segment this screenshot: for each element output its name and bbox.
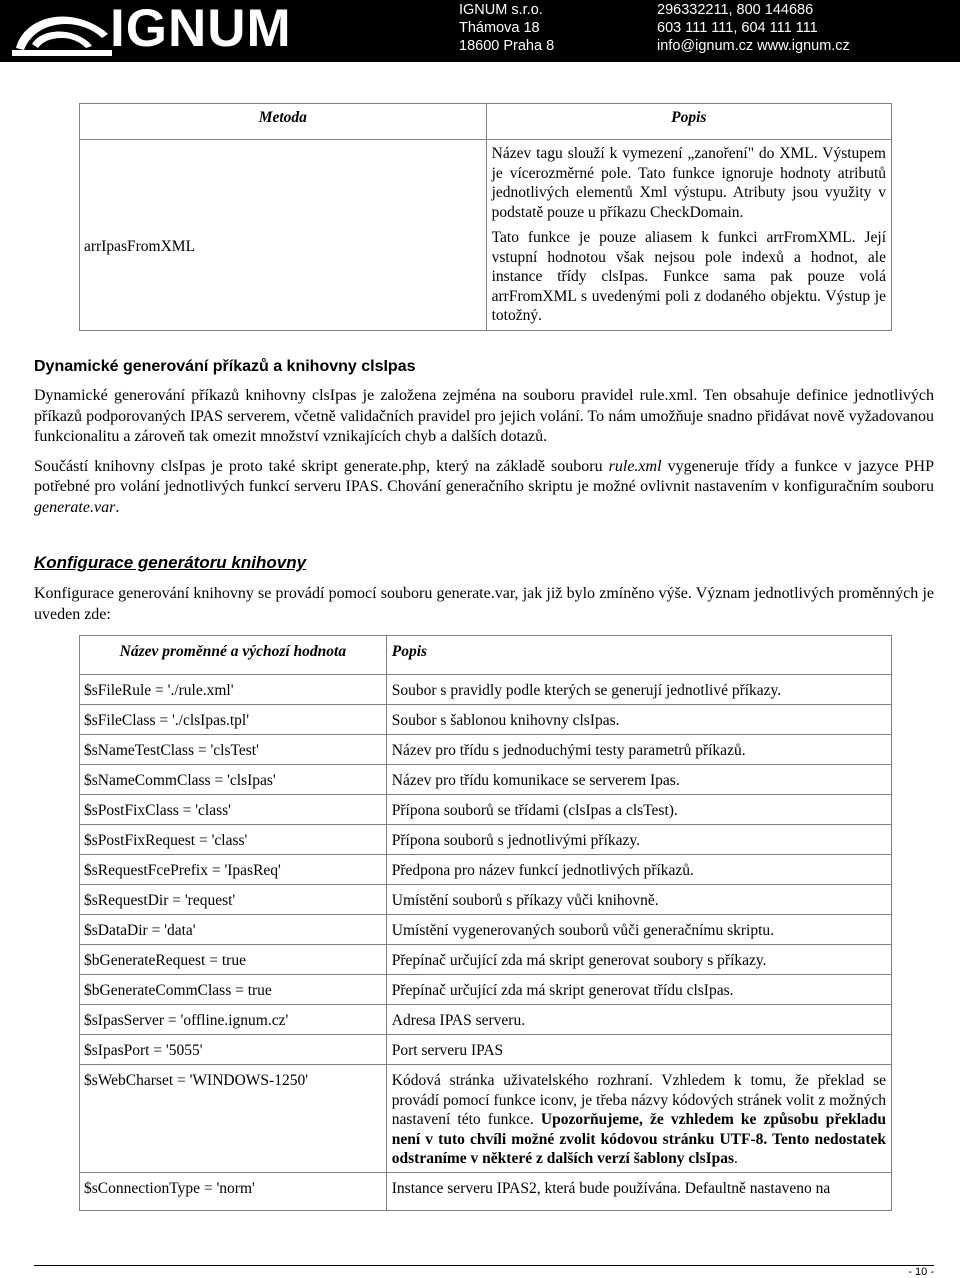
method-desc-p2: Tato funkce je pouze aliasem k funkci arrFromXML. Její vstupní hodnotou však nejsou pole indexů a hodnot, ale instance třídy clsIpas. Funkce sama pak pouze volá arrFromXML s uvedenými poli z dodaného objektu. Výstup je totožný. [491, 229, 886, 324]
desc-cell: Soubor s pravidly podle kterých se generují jednotlivé příkazy. [386, 675, 891, 705]
section-heading-config: Konfigurace generátoru knihovny [34, 553, 307, 572]
desc-cell: Přípona souborů s jednotlivými příkazy. [386, 825, 891, 855]
var-cell: $sRequestDir = 'request' [80, 885, 387, 915]
text-span: vygeneruje třídy a funkce v jazyce PHP potřebné pro volání jednotlivých funkcí serveru IPAS. Chování generačního skriptu je možné ovlivnit nastavením v konfiguračním souboru [34, 457, 934, 495]
col-var-header: Název proměnné a výchozí hodnota [80, 636, 387, 675]
desc-cell: Předpona pro název funkcí jednotlivých příkazů. [386, 855, 891, 885]
desc-cell: Port serveru IPAS [386, 1035, 891, 1065]
var-cell: $sFileClass = './clsIpas.tpl' [80, 705, 387, 735]
var-cell: $sPostFixClass = 'class' [80, 795, 387, 825]
company-street: Thámova 18 [459, 20, 540, 36]
col-desc-header: Popis [386, 636, 891, 675]
text-span: . [115, 498, 120, 516]
desc-cell [386, 1065, 891, 1173]
table-row [80, 765, 892, 795]
var-cell: $sNameCommClass = 'clsIpas' [80, 765, 387, 795]
desc-cell: Umístění souborů s příkazy vůči knihovně. [386, 885, 891, 915]
paragraph: Konfigurace generování knihovny se provádí pomocí souboru generate.var, jak již bylo zmíněno výše. Význam jednotlivých proměnných je uveden zde: [34, 585, 934, 623]
var-cell: $sNameTestClass = 'clsTest' [80, 735, 387, 765]
company-name: IGNUM s.r.o. [459, 2, 543, 18]
table-row [80, 885, 892, 915]
method-description [486, 140, 891, 331]
table-row [80, 915, 892, 945]
var-cell: $sRequestFcePrefix = 'IpasReq' [80, 855, 387, 885]
table-row [80, 735, 892, 765]
var-cell: $sWebCharset = 'WINDOWS-1250' [80, 1065, 387, 1173]
col-desc-header: Popis [486, 104, 891, 140]
var-cell: $sPostFixRequest = 'class' [80, 825, 387, 855]
config-rows [80, 675, 892, 1065]
desc-cell: Instance serveru IPAS2, která bude používána. Defaultně nastaveno na [386, 1172, 891, 1210]
desc-cell: Název pro třídu komunikace se serverem Ipas. [386, 765, 891, 795]
section-dynamic-text [34, 386, 934, 518]
table-row [80, 140, 892, 331]
method-name: arrIpasFromXML [80, 140, 487, 331]
section-heading-dynamic: Dynamické generování příkazů a knihovny clsIpas [34, 358, 416, 375]
table-row [80, 975, 892, 1005]
desc-cell: Název pro třídu s jednoduchými testy parametrů příkazů. [386, 735, 891, 765]
footer-divider [34, 1265, 934, 1266]
desc-cell: Soubor s šablonou knihovny clsIpas. [386, 705, 891, 735]
config-table-header [80, 636, 892, 675]
desc-cell: Umístění vygenerovaných souborů vůči generačnímu skriptu. [386, 915, 891, 945]
desc-cell: Přepínač určující zda má skript generovat soubory s příkazy. [386, 945, 891, 975]
table-row [80, 705, 892, 735]
var-cell: $bGenerateCommClass = true [80, 975, 387, 1005]
table-row [80, 825, 892, 855]
phone-line-2: 603 111 111, 604 111 111 [657, 20, 818, 36]
paragraph [34, 457, 934, 519]
config-table [79, 635, 892, 1211]
desc-cell: Adresa IPAS serveru. [386, 1005, 891, 1035]
company-city: 18600 Praha 8 [459, 38, 555, 54]
table-row [80, 1172, 892, 1210]
warning-text: Upozorňujeme, že vzhledem ke způsobu překladu není v tuto chvíli možné zvolit kódovou stránku UTF-8. Tento nedostatek odstraníme v některé z dalších verzí šablony clsIpas [391, 1111, 886, 1167]
desc-cell: Přípona souborů se třídami (clsIpas a clsTest). [386, 795, 891, 825]
var-cell: $sIpasPort = '5055' [80, 1035, 387, 1065]
table-row [80, 1005, 892, 1035]
methods-table [79, 103, 892, 331]
logo-text: IGNUM [110, 0, 292, 58]
filename-generate-var: generate.var [34, 498, 116, 516]
table-row [80, 675, 892, 705]
company-address [459, 1, 554, 55]
table-row [80, 945, 892, 975]
page-number: - 10 - [908, 1266, 934, 1278]
paragraph: Dynamické generování příkazů knihovny clsIpas je založena zejména na souboru pravidel rule.xml. Ten obsahuje definice jednotlivých příkazů podporovaných IPAS serverem, včetně validačních pravidel pro jejich volání. To nám umožňuje snadno přidávat nově vyžadovanou funkcionalitu a zároveň tak omezit množství vznikajících chyb a dalších dotazů. [34, 387, 934, 445]
text-span: Kódová stránka uživatelského rozhraní. Vzhledem k tomu, že překlad se provádí pomocí funkce iconv, je třeba názvy kódových stránek volit z možných nastavení této funkce. [391, 1072, 886, 1128]
desc-cell: Přepínač určující zda má skript generovat třídu clsIpas. [386, 975, 891, 1005]
table-row [80, 1035, 892, 1065]
var-cell: $sFileRule = './rule.xml' [80, 675, 387, 705]
phone-line-1: 296332211, 800 144686 [657, 2, 814, 18]
table-row [80, 855, 892, 885]
table-row [80, 795, 892, 825]
col-method-header: Metoda [80, 104, 487, 140]
var-cell: $sDataDir = 'data' [80, 915, 387, 945]
var-cell: $sConnectionType = 'norm' [80, 1172, 387, 1210]
methods-table-header [80, 104, 892, 140]
section-config-text [34, 584, 934, 625]
company-contact [657, 1, 850, 55]
page-header [0, 0, 960, 62]
var-cell: $bGenerateRequest = true [80, 945, 387, 975]
email-web: info@ignum.cz www.ignum.cz [657, 38, 850, 54]
method-desc-p1: Název tagu slouží k vymezení „zanoření" do XML. Výstupem je vícerozměrné pole. Tato funkce ignoruje hodnoty atributů jednotlivých elementů Xml výstupu. Atributy jsou využity v podstatě pouze u příkazu CheckDomain. [491, 145, 886, 221]
text-span: . [734, 1150, 738, 1167]
table-row [80, 1065, 892, 1173]
var-cell: $sIpasServer = 'offline.ignum.cz' [80, 1005, 387, 1035]
filename-rule: rule.xml [608, 457, 662, 475]
text-span: Součástí knihovny clsIpas je proto také skript generate.php, který na základě souboru [34, 457, 609, 475]
